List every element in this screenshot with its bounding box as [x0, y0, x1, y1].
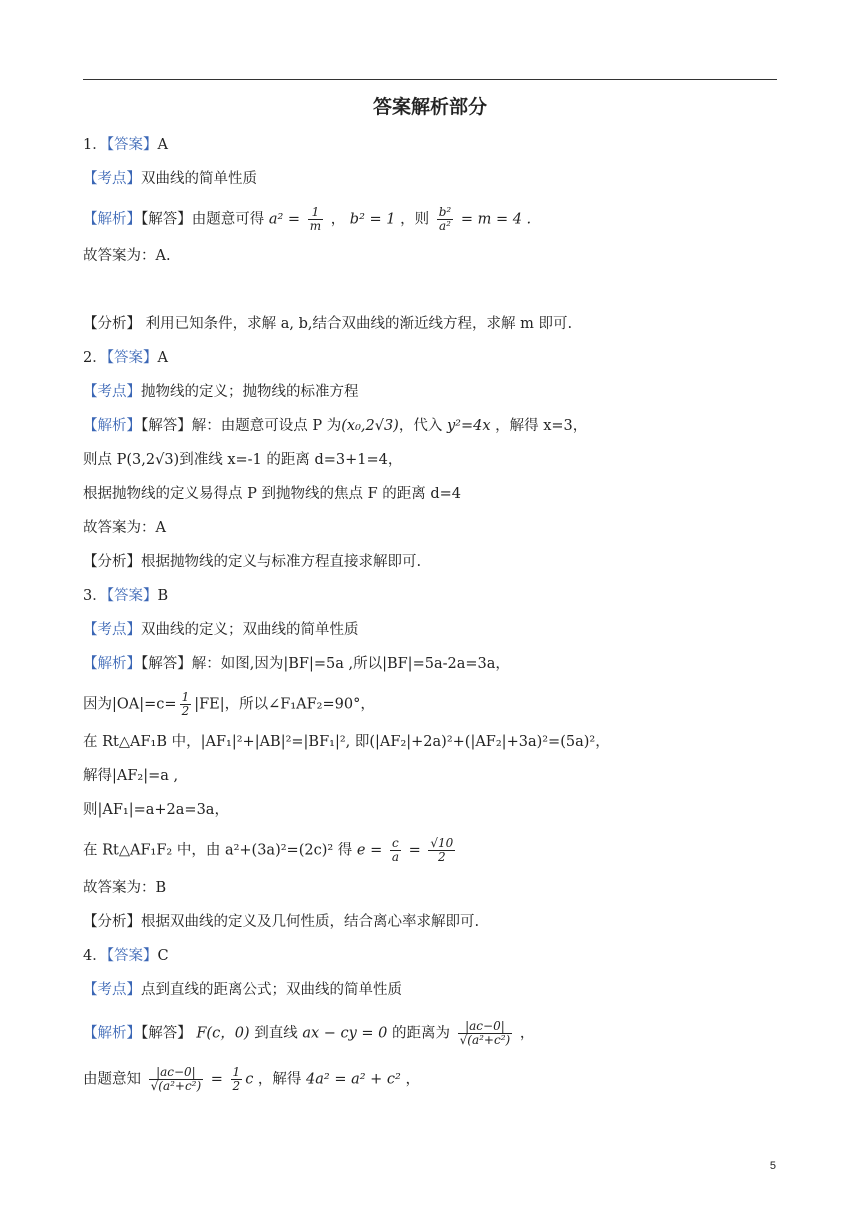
q4-line-eq: ax − cy = 0: [302, 1025, 388, 1042]
q1-solve-prefix: 由题意可得: [191, 211, 265, 228]
frac-denominator: 2: [181, 704, 190, 718]
q3-number: 3．: [83, 588, 107, 604]
q4-solve-text3: ，: [519, 1025, 535, 1042]
answer-tag: 【答案】: [106, 137, 158, 153]
q2-solve-text3: ，解得 x=3，: [495, 418, 588, 434]
q3-line6-text: 在 Rt△AF₁F₂ 中，由 a²+(3a)²=(2c)² 得: [83, 842, 353, 859]
point-tag: 【考点】: [83, 982, 141, 998]
q4-focus-point: F(c，0): [196, 1025, 250, 1042]
comment-tag: 【分析】: [83, 554, 141, 570]
header-rule: [83, 79, 777, 80]
frac-numerator: c: [390, 837, 401, 851]
point-tag: 【考点】: [83, 622, 141, 638]
frac-numerator: |ac−0|: [149, 1066, 204, 1080]
q1-point-line: [83, 169, 257, 189]
frac-numerator: 1: [308, 206, 323, 220]
analysis-tag: 【解析】: [83, 1025, 141, 1042]
q3-equals: =: [408, 842, 421, 859]
q3-line2-text2: |FE|，所以∠F₁AF₂=90°，: [194, 696, 375, 713]
q4-solve-text: 到直线: [254, 1025, 298, 1042]
q2-answer: A: [157, 350, 168, 366]
q1-formula-end: = m = 4 .: [460, 211, 532, 228]
q2-line2: 则点 P(3,2√3)到准线 x=-1 的距离 d=3+1=4，: [83, 452, 403, 468]
frac-denominator: √(a²+c²): [150, 1079, 202, 1093]
q4-line2-text: 由题意知: [83, 1071, 141, 1088]
q3-answer-line: [83, 586, 168, 606]
q4-equals: =: [210, 1071, 223, 1088]
q1-fraction-2: [437, 206, 454, 233]
q3-comment: 根据双曲线的定义及几何性质，结合离心率求解即可.: [141, 914, 480, 930]
frac-numerator: 1: [181, 690, 190, 704]
frac-numerator: √10: [430, 836, 454, 850]
q1-comment: 利用已知条件，求解 a, b,结合双曲线的渐近线方程，求解 m 即可.: [141, 316, 573, 332]
solve-tag: 【解答】: [141, 1025, 192, 1042]
q1-formula-a2: a² =: [268, 211, 301, 228]
answer-tag: 【答案】: [106, 948, 158, 964]
point-tag: 【考点】: [83, 171, 141, 187]
point-tag: 【考点】: [83, 384, 141, 400]
q3-solve-text: 解：如图,因为|BF|=5a ,所以|BF|=5a-2a=3a，: [191, 656, 510, 672]
q3-line4: 解得|AF₂|=a ,: [83, 768, 179, 784]
q2-point-line: [83, 382, 359, 402]
analysis-tag: 【解析】: [83, 211, 141, 228]
q2-solve-line: [83, 416, 587, 436]
q1-answer-line: [83, 135, 168, 155]
comment-tag: 【分析】: [83, 316, 141, 332]
q1-final-line: 故答案为：A.: [83, 248, 171, 264]
q3-solve-line: [83, 654, 510, 674]
q1-answer: A: [157, 137, 168, 153]
q1-fraction-1: [308, 206, 323, 233]
q4-result-eq: 4a² = a² + c²: [306, 1071, 401, 1088]
solve-tag: 【解答】: [141, 211, 192, 228]
analysis-tag: 【解析】: [83, 418, 141, 434]
q2-line3: 根据抛物线的定义易得点 P 到抛物线的焦点 F 的距离 d=4: [83, 486, 462, 502]
q4-number: 4．: [83, 948, 107, 964]
q2-number: 2．: [83, 350, 107, 366]
q1-formula-b2: b² = 1: [349, 211, 396, 228]
q3-comment-line: [83, 912, 479, 932]
q4-answer: C: [157, 948, 169, 964]
q4-solve-line: [83, 1020, 534, 1047]
q4-solve-text2: 的距离为: [392, 1025, 451, 1042]
answer-tag: 【答案】: [106, 588, 158, 604]
q1-sep1: ，: [330, 211, 346, 228]
frac-denominator: 2: [232, 1079, 241, 1093]
answer-tag: 【答案】: [106, 350, 158, 366]
frac-numerator: 1: [232, 1065, 241, 1079]
q4-line2-text2: ，解得: [257, 1071, 302, 1088]
q4-line2-text3: ，: [405, 1071, 420, 1088]
q3-line5: 则|AF₁|=a+2a=3a，: [83, 802, 229, 818]
q4-answer-line: [83, 946, 169, 966]
analysis-tag: 【解析】: [83, 656, 141, 672]
q4-distance-fraction: [458, 1020, 513, 1047]
q2-parabola-eq: y²=4x: [446, 418, 491, 434]
q2-point: 抛物线的定义；抛物线的标准方程: [141, 384, 359, 400]
comment-tag: 【分析】: [83, 914, 141, 930]
q1-comment-line: [83, 314, 572, 334]
q3-fraction-ca: [390, 837, 401, 864]
q2-point-p: (x₀,2√3): [341, 418, 399, 434]
frac-denominator: a²: [438, 219, 451, 233]
q3-eccentricity: e =: [356, 842, 383, 859]
q3-fraction-sqrt10: [428, 837, 455, 864]
q1-point: 双曲线的简单性质: [141, 171, 257, 187]
q1-sep2: ，则: [400, 211, 430, 228]
solve-tag: 【解答】: [141, 418, 192, 434]
q3-line6: [83, 837, 458, 864]
q4-line2: [83, 1066, 420, 1093]
q2-comment-line: [83, 552, 421, 572]
q3-answer: B: [157, 588, 169, 604]
q2-solve-text2: ，代入: [398, 418, 443, 434]
page-title: 答案解析部分: [372, 96, 487, 118]
q3-point-line: [83, 620, 359, 640]
q3-final-line: 故答案为：B: [83, 880, 167, 896]
frac-denominator: √(a²+c²): [459, 1033, 511, 1047]
q3-point: 双曲线的定义；双曲线的简单性质: [141, 622, 359, 638]
q3-line2-text: 因为|OA|=c=: [83, 696, 177, 713]
q2-solve-text: 解：由题意可设点 P 为: [191, 418, 342, 434]
q2-answer-line: [83, 348, 168, 368]
q3-line2: [83, 691, 375, 718]
frac-numerator: |ac−0|: [458, 1020, 513, 1034]
q1-solve-line: [83, 206, 531, 233]
q4-fraction-half: [231, 1066, 243, 1093]
q3-fraction-half: [180, 691, 192, 718]
q1-number: 1．: [83, 137, 107, 153]
q2-final-line: 故答案为：A: [83, 520, 166, 536]
frac-denominator: m: [309, 219, 322, 233]
q4-point: 点到直线的距离公式；双曲线的简单性质: [141, 982, 402, 998]
q2-comment: 根据抛物线的定义与标准方程直接求解即可.: [141, 554, 422, 570]
page-number: 5: [769, 1160, 776, 1172]
q3-line3: 在 Rt△AF₁B 中，|AF₁|²+|AB|²=|BF₁|², 即(|AF₂|+2a)²+(|AF₂|+3a)²=(5a)²，: [83, 734, 610, 750]
solve-tag: 【解答】: [141, 656, 192, 672]
frac-denominator: 2: [438, 850, 446, 864]
q4-fraction-dist: [149, 1066, 204, 1093]
q4-c: c: [245, 1071, 254, 1088]
frac-numerator: b²: [438, 205, 452, 219]
frac-denominator: a: [391, 850, 399, 864]
q4-point-line: [83, 980, 402, 1000]
